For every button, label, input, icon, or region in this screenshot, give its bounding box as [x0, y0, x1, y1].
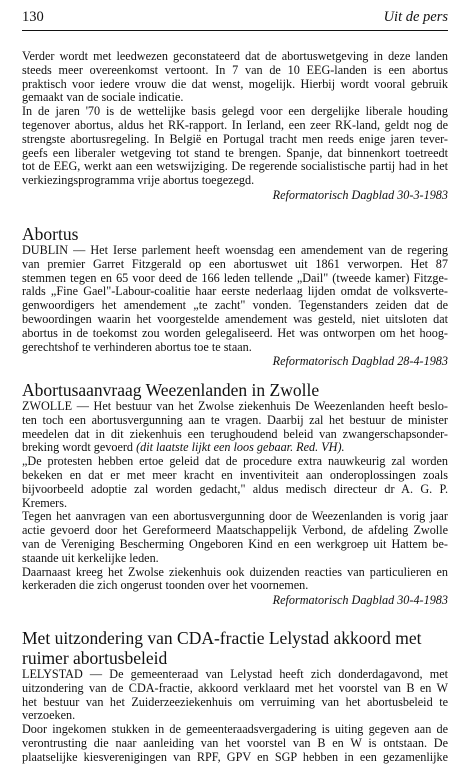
body-line: van premier Garret Fitzgerald op een abortuswet uit 1861 verworpen. Het 87: [22, 256, 448, 271]
body-line: „De protesten hebben ertoe geleid dat de procedure extra nauwkeurig zal worden: [22, 454, 448, 469]
body-line: Kremers.: [22, 495, 68, 510]
article-title-line: Met uitzondering van CDA-fractie Lelystad akkoord met: [22, 628, 422, 648]
article-title: Abortus: [22, 224, 79, 244]
body-line: actie gevoerd door het Gereformeerd Maatschappelijk Verbond, de afdeling Zwolle: [22, 523, 448, 538]
body-line: praktisch voor iedere vrouw die dat wenst, mogelijk. Hierbij wordt vooral gebruik: [22, 76, 448, 91]
article-title-line: ruimer abortusbeleid: [22, 648, 168, 668]
body-line: tot de EEG, werkt aan een wetswijziging. De regerende socialistische partij had in het: [22, 159, 448, 174]
body-line: kerkeraden die zich ongerust toonden over het voornemen.: [22, 578, 309, 593]
body-line: abortus in de toekomst zou worden gelegaliseerd. Het was ontworpen om het hoog-: [22, 325, 448, 340]
article-lelystad: [22, 628, 448, 765]
article-title: Abortusaanvraag Weezenlanden in Zwolle: [22, 380, 320, 400]
body-line: Door ingekomen stukken in de gemeenteraadsvergadering is uiting gegeven aan de: [22, 722, 448, 737]
body-line: bijvoorbeeld adoptie zal worden gedacht," aldus medisch directeur dr A. G. P.: [22, 481, 448, 496]
body-line: verkiezingsprogramma vrije abortus toegezegd.: [22, 173, 255, 188]
body-line: verontrusting die naar aanleiding van het voorstel van B en W is ontstaan. De: [22, 735, 448, 750]
body-line: geefs een liberaler wetgeving tot stand te brengen. Spanje, dat binnenkort toetreedt: [22, 145, 448, 160]
source-citation: Reformatorisch Dagblad 28-4-1983: [272, 354, 448, 369]
body-line: het bestuur van het Zuiderzeeziekenhuis om verruiming van het abortusbeleid te: [22, 694, 448, 709]
body-line: ralds „Fine Gael"-Labour-coalitie haar eerste nederlaag lijden omdat de volksverte-: [22, 284, 448, 299]
body-line: bewoordingen waarin het voorgestelde amendement was gesteld, niet uitsloten dat: [22, 311, 448, 326]
page-header: [22, 8, 448, 26]
body-line: plaatselijke kiesverenigingen van RPF, GPV en SGP hebben in een gezamenlijke: [22, 749, 448, 764]
editor-note: (dit laatste lijkt een loos gebaar. Red. VH).: [136, 440, 345, 455]
body-line: gerechtshof te verhinderen abortus toe te staan.: [22, 339, 252, 354]
body-line: [22, 441, 448, 455]
header-rule: [22, 30, 448, 31]
article-weezenlanden: [22, 380, 448, 607]
body-line: Verder wordt met leedwezen geconstateerd dat de abortuswetgeving in deze landen: [22, 49, 448, 63]
source-citation: Reformatorisch Dagblad 30-4-1983: [272, 593, 448, 608]
body-line: ten toch een abortusvergunning aan te vragen. Daarbij zal het bestuur de minister: [22, 412, 448, 427]
body-line: bekeken en dat er met meer kracht en inventiviteit aan onderoplossingen zoals: [22, 467, 448, 482]
body-line: tegenover abortus, aldus het RK-rapport. In Ierland, een zeer RK-land, geldt nog de: [22, 117, 448, 132]
body-line: genwoordigers het amendement „te zacht" vonden. Tegenstanders zeiden dat de: [22, 298, 448, 313]
body-line: staande uit kerkelijke leden.: [22, 550, 159, 565]
body-line: meedelen dat in dit ziekenhuis een terughoudend beleid van zwangerschapsonder-: [22, 426, 448, 441]
body-line: strengste abortusregeling. In België en Portugal tracht men reeds enige jaren tever-: [22, 131, 448, 146]
body-line: ZWOLLE — Het bestuur van het Zwolse ziekenhuis De Weezenlanden heeft beslo-: [22, 399, 448, 413]
body-text: breking wordt gevoerd: [22, 440, 134, 455]
article-continued: [22, 50, 448, 202]
article-abortus: [22, 224, 448, 368]
body-line: stemmen tegen en 65 voor deed de 166 leden tellende „Dail" (tweede kamer) Fitzge-: [22, 270, 448, 285]
body-line: van de Vereniging Bescherming Ongeboren Kind en een werkgroep uit Hattem be-: [22, 536, 448, 551]
body-line: Daarnaast kreeg het Zwolse ziekenhuis ook duizenden reacties van particulieren en: [22, 564, 448, 579]
body-line: steeds meer overeenkomst vertoont. In 7 van de 10 EEG-landen is een abortus: [22, 62, 448, 77]
body-line: uitzondering van de CDA-fractie, akkoord verklaard met het voorstel van B en W: [22, 680, 448, 695]
body-line: LELYSTAD — De gemeenteraad van Lelystad heeft zich donderdagavond, met: [22, 667, 448, 681]
page-number: 130: [22, 9, 44, 25]
body-line: Tegen het aanvragen van een abortusvergunning door de Weezenlanden is vorig jaar: [22, 509, 448, 524]
running-head: Uit de pers: [383, 9, 448, 25]
body-line: verzoeken.: [22, 708, 76, 723]
source-citation: Reformatorisch Dagblad 30-3-1983: [272, 187, 448, 202]
body-line: gemaakt van de sociale indicatie.: [22, 90, 184, 105]
body-line: In de jaren '70 is de wettelijke basis gelegd voor een dergelijke liberale houding: [22, 104, 448, 119]
body-line: DUBLIN — Het Ierse parlement heeft woensdag een amendement van de regering: [22, 243, 448, 257]
